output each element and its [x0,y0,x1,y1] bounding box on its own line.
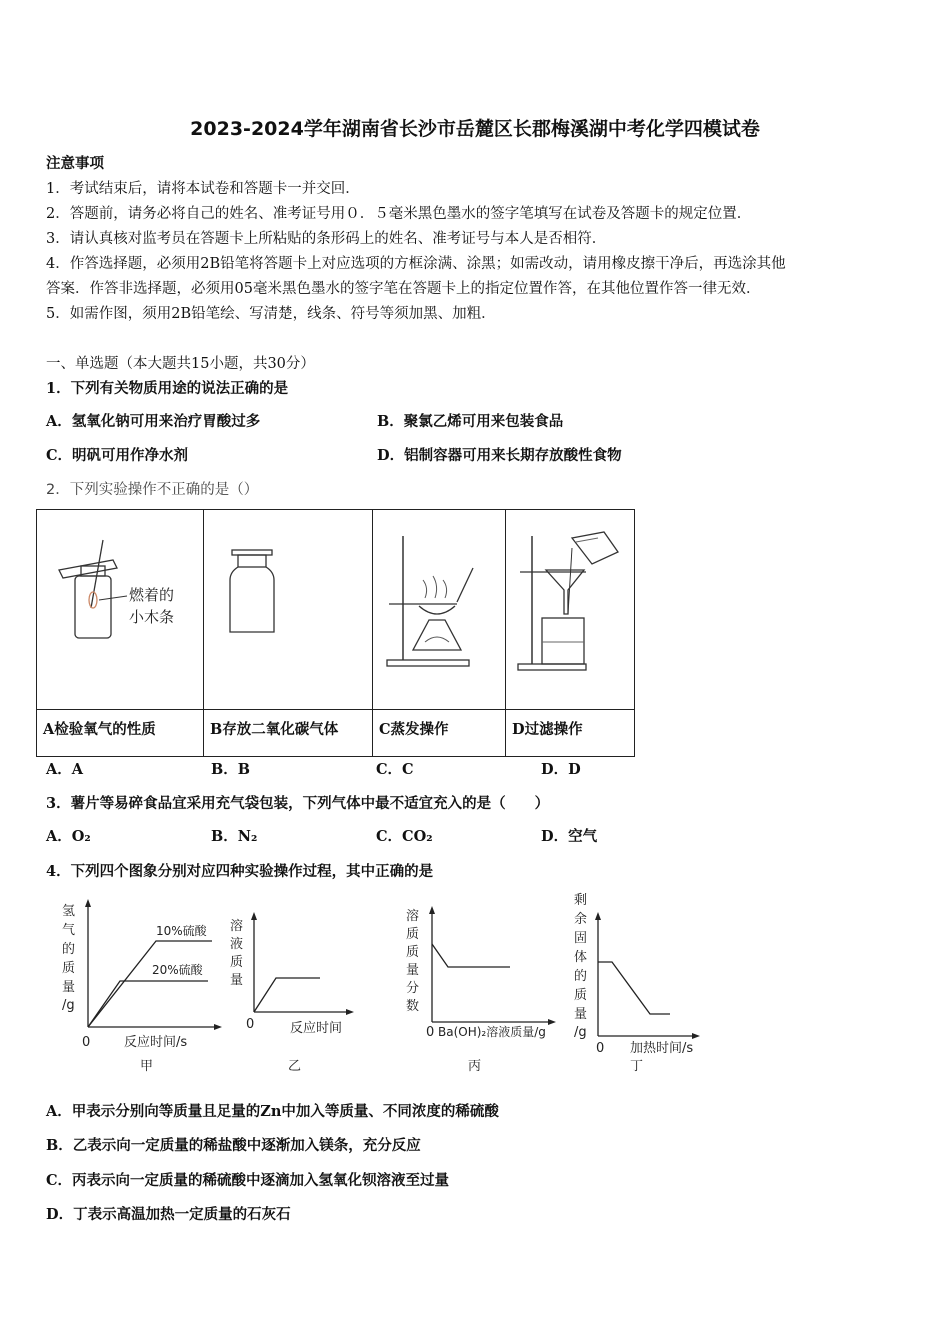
q4-option-c: C．丙表示向一定质量的稀硫酸中逐滴加入氢氧化钡溶液至过量 [46,1172,450,1189]
y-axis-label: 体 [574,950,588,965]
notice-item: 答案．作答非选择题，必须用05毫米黑色墨水的签字笔在答题卡上的指定位置作答，在其他位置作答一律无效． [46,281,761,297]
y-axis-label: 余 [574,912,588,927]
evaporation-illustration [373,510,505,705]
q2-image-c [373,510,506,710]
x-axis-label: 加热时间/s [630,1041,694,1056]
q1-option-d: D．铝制容器可用来长期存放酸性食物 [377,447,622,464]
q2-caption-d: D过滤操作 [506,710,635,757]
y-axis-label: 固 [574,931,588,946]
notice-item: 2．答题前，请务必将自己的姓名、准考证号用０．５毫米黑色墨水的签字笔填写在试卷及答题卡的规定位置． [46,206,752,222]
y-axis-label: /g [574,1025,587,1040]
y-axis-label: 数 [406,999,420,1014]
page-title: 2023-2024学年湖南省长沙市岳麓区长郡梅溪湖中考化学四模试卷 [190,118,760,140]
graph-name: 乙 [288,1059,302,1074]
graph-name: 丁 [630,1059,644,1074]
notice-item: 3．请认真核对监考员在答题卡上所粘贴的条形码上的姓名、准考证号与本人是否相符． [46,231,607,247]
q4-option-a: A．甲表示分别向等质量且足量的Zn中加入等质量、不同浓度的稀硫酸 [46,1103,499,1120]
origin-label: 0 [426,1025,435,1040]
line-label: 10%硫酸 [156,924,207,938]
graph-jia [58,893,228,1078]
y-axis-label: 质 [406,945,420,960]
y-axis-label: 质 [574,988,588,1003]
q2-caption-b: B存放二氧化碳气体 [204,710,373,757]
q2-caption-a: A检验氧气的性质 [37,710,204,757]
q2-image-d [506,510,635,710]
y-axis-label: 质 [406,927,420,942]
y-axis-label: 氢 [62,904,76,919]
q2-stem: 2．下列实验操作不正确的是（） [46,482,259,498]
gas-bottle-illustration [204,510,372,705]
x-axis-label: Ba(OH)₂溶液质量/g [438,1025,546,1039]
y-axis-label: 量 [574,1007,588,1022]
y-axis-label: 溶 [230,919,244,934]
q2-option-c: C．C [376,761,414,778]
line-label: 20%硫酸 [152,963,203,977]
graph-yi [226,910,366,1075]
origin-label: 0 [246,1017,255,1032]
q1-option-c: C．明矾可用作净水剂 [46,447,189,464]
notice-heading: 注意事项 [46,155,104,172]
notice-item: 4．作答选择题，必须用2B铅笔将答题卡上对应选项的方框涂满、涂黑；如需改动，请用橡皮擦干净后，再选涂其他 [46,256,786,272]
q2-operation-table [36,509,635,757]
q4-option-b: B．乙表示向一定质量的稀盐酸中逐渐加入镁条，充分反应 [46,1137,421,1154]
burning-stick-label: 燃着的 [129,586,175,604]
q3-option-b: B．N₂ [211,828,258,845]
x-axis-label: 反应时间/s [124,1035,188,1050]
graph-name: 甲 [140,1059,154,1074]
y-axis-label: 量 [62,980,76,995]
y-axis-label: 质 [62,961,76,976]
y-axis-label: 量 [230,973,244,988]
notice-item: 5．如需作图，须用2B铅笔绘、写清楚，线条、符号等须加黑、加粗． [46,306,496,322]
y-axis-label: /g [62,998,75,1013]
y-axis-label: 分 [406,981,420,996]
q2-option-d: D．D [541,761,581,778]
graph-ding [570,888,710,1078]
y-axis-label: 气 [62,923,76,938]
y-axis-label: 量 [406,963,420,978]
y-axis-label: 的 [62,942,76,957]
section-heading: 一、单选题（本大题共15小题，共30分） [46,356,315,372]
y-axis-label: 溶 [406,909,420,924]
q1-option-a: A．氢氧化钠可用来治疗胃酸过多 [46,413,261,430]
graph-bing [402,900,567,1078]
q2-option-a: A．A [46,761,84,778]
q1-option-b: B．聚氯乙烯可用来包装食品 [377,413,564,430]
y-axis-label: 液 [230,937,244,952]
q4-stem: 4．下列四个图象分别对应四种实验操作过程，其中正确的是 [46,863,434,880]
y-axis-label: 质 [230,955,244,970]
q3-option-d: D．空气 [541,828,598,845]
q3-option-c: C．CO₂ [376,828,433,845]
y-axis-label: 的 [574,969,588,984]
graph-name: 丙 [468,1059,482,1074]
notice-item: 1．考试结束后，请将本试卷和答题卡一并交回． [46,181,360,197]
oxygen-test-illustration [37,510,203,705]
origin-label: 0 [82,1035,91,1050]
filtration-illustration [506,510,634,705]
q4-option-d: D．丁表示高温加热一定质量的石灰石 [46,1206,291,1223]
q3-option-a: A．O₂ [46,828,91,845]
q2-image-a [37,510,204,710]
q2-caption-c: C蒸发操作 [373,710,506,757]
origin-label: 0 [596,1041,605,1056]
q3-stem: 3．薯片等易碎食品宜采用充气袋包装，下列气体中最不适宜充入的是（ ） [46,795,550,812]
x-axis-label: 反应时间 [290,1021,343,1036]
q2-image-b [204,510,373,710]
burning-stick-label: 小木条 [129,608,175,626]
y-axis-label: 剩 [574,893,588,908]
q2-option-b: B．B [211,761,251,778]
q1-stem: 1．下列有关物质用途的说法正确的是 [46,380,289,397]
